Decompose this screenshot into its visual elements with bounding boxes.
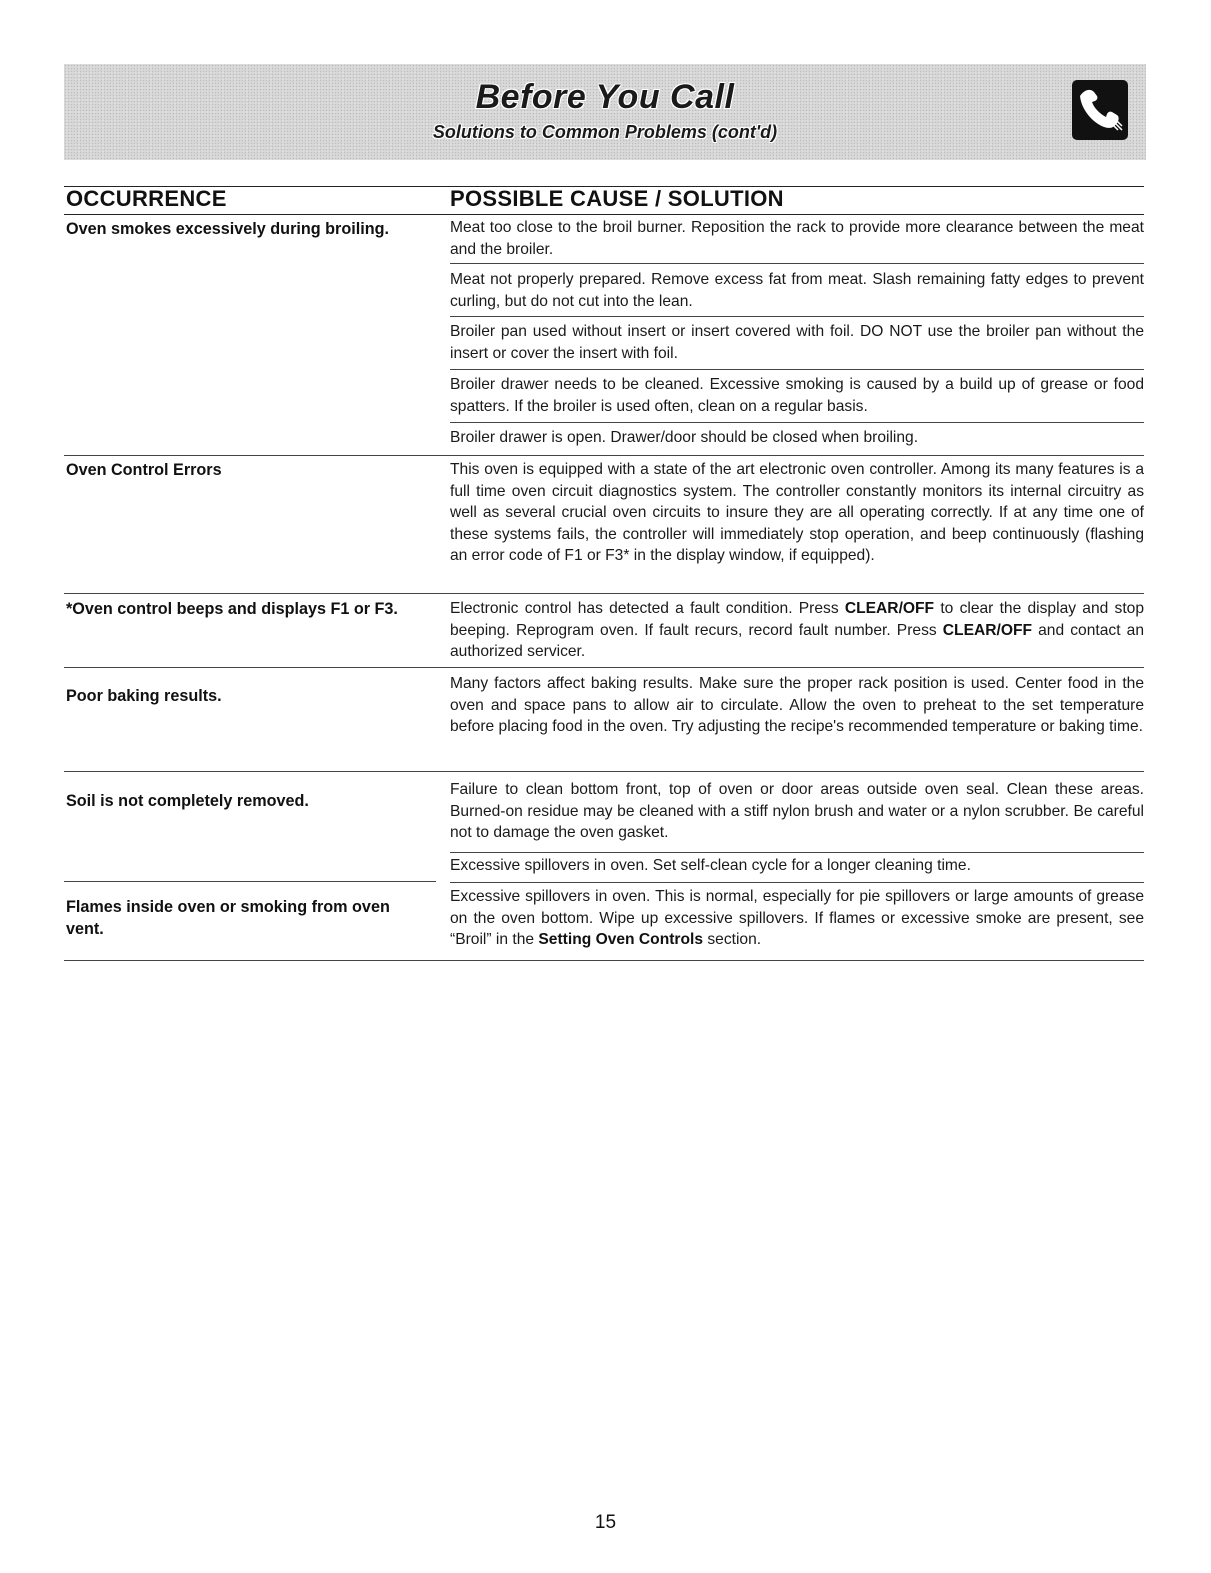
header-banner (64, 64, 1146, 160)
occurrence-item: Soil is not completely removed. (66, 792, 309, 810)
solution-text: to clear the display and stop beeping. Reprogram oven. If fault recurs, record fault number. Press (450, 600, 1144, 639)
clear-off-key-label: CLEAR/OFF (844, 600, 935, 617)
page-title: Before You Call (475, 78, 735, 116)
solution-divider (450, 263, 1144, 264)
solution-item: Broiler pan used without insert or insert covered with foil. DO NOT use the broiler pan without the insert or cover the insert with foil. (450, 323, 1144, 362)
row-divider (450, 882, 1144, 883)
solution-item: Broiler drawer is open. Drawer/door should be closed when broiling. (450, 429, 919, 446)
solution-item: Meat not properly prepared. Remove excess fat from meat. Slash remaining fatty edges to prevent curling, but do not cut into the lean. (450, 271, 1144, 310)
solution-item: Excessive spillovers in oven. Set self-clean cycle for a longer cleaning time. (450, 857, 971, 874)
table-bottom-rule (64, 960, 1144, 961)
occurrence-item: *Oven control beeps and displays F1 or F3. (66, 600, 398, 618)
heading-bottom-rule (64, 214, 1144, 215)
row-divider (64, 881, 436, 882)
page-subtitle: Solutions to Common Problems (cont'd) (432, 122, 778, 142)
row-divider (64, 771, 1144, 772)
occurrence-item: Oven smokes excessively during broiling. (66, 220, 389, 238)
occurrence-item: Poor baking results. (66, 687, 222, 705)
row-divider (64, 455, 1144, 456)
solution-divider (450, 422, 1144, 423)
solution-text: and contact an authorized servicer. (450, 621, 1144, 660)
solution-item: Many factors affect baking results. Make sure the proper rack position is used. Center food in the oven and space pans to allow air to circulate. Allow the oven to preheat to the set temperature before placing food in the oven. Try adjusting the recipe's recommended temperature or baking time. (450, 675, 1144, 735)
occurrence-heading: OCCURRENCE (66, 186, 227, 211)
clear-off-key-label: CLEAR/OFF (942, 621, 1033, 639)
solution-text: Electronic control has detected a fault condition. Press (450, 600, 845, 617)
occurrence-item: Oven Control Errors (66, 461, 222, 479)
row-divider (64, 593, 1144, 594)
solution-divider (450, 852, 1144, 853)
solution-heading: POSSIBLE CAUSE / SOLUTION (450, 186, 784, 211)
section-reference: Setting Oven Controls (538, 931, 704, 948)
solution-item: This oven is equipped with a state of the art electronic oven controller. Among its many features is a full time oven circuit diagnostics system. The controller constantly monitors its internal circuitry as well as several crucial oven circuits to insure they are all operating correctly. If at any time one of these systems fails, the controller will immediately stop operation, and beep continuously (flashing an error code of F1 or F3* in the display window, if equipped). (450, 461, 1144, 564)
solution-divider (450, 369, 1144, 370)
solution-item: Failure to clean bottom front, top of oven or door areas outside oven seal. Clean these areas. Burned-on residue may be cleaned with a stiff nylon brush and water or a nylon scrubber. Be careful not to damage the oven gasket. (450, 781, 1144, 841)
solution-text: section. (703, 931, 762, 948)
row-divider (64, 667, 1144, 668)
telephone-handset-icon (1072, 80, 1128, 140)
page-number: 15 (594, 1512, 617, 1533)
solution-item: Broiler drawer needs to be cleaned. Excessive smoking is caused by a build up of grease or food spatters. If the broiler is used often, clean on a regular basis. (450, 376, 1144, 415)
occurrence-item: Flames inside oven or smoking from oven vent. (66, 898, 390, 938)
solution-item: Meat too close to the broil burner. Reposition the rack to provide more clearance between the meat and the broiler. (450, 219, 1144, 258)
solution-divider (450, 316, 1144, 317)
solution-item (450, 886, 1144, 951)
solution-text: Excessive spillovers in oven. This is normal, especially for pie spillovers or large amounts of grease on the oven bottom. Wipe up excessive spillovers. If flames or excessive smoke are present, see “Broil” in the (450, 888, 1144, 948)
solution-item (450, 598, 1144, 663)
